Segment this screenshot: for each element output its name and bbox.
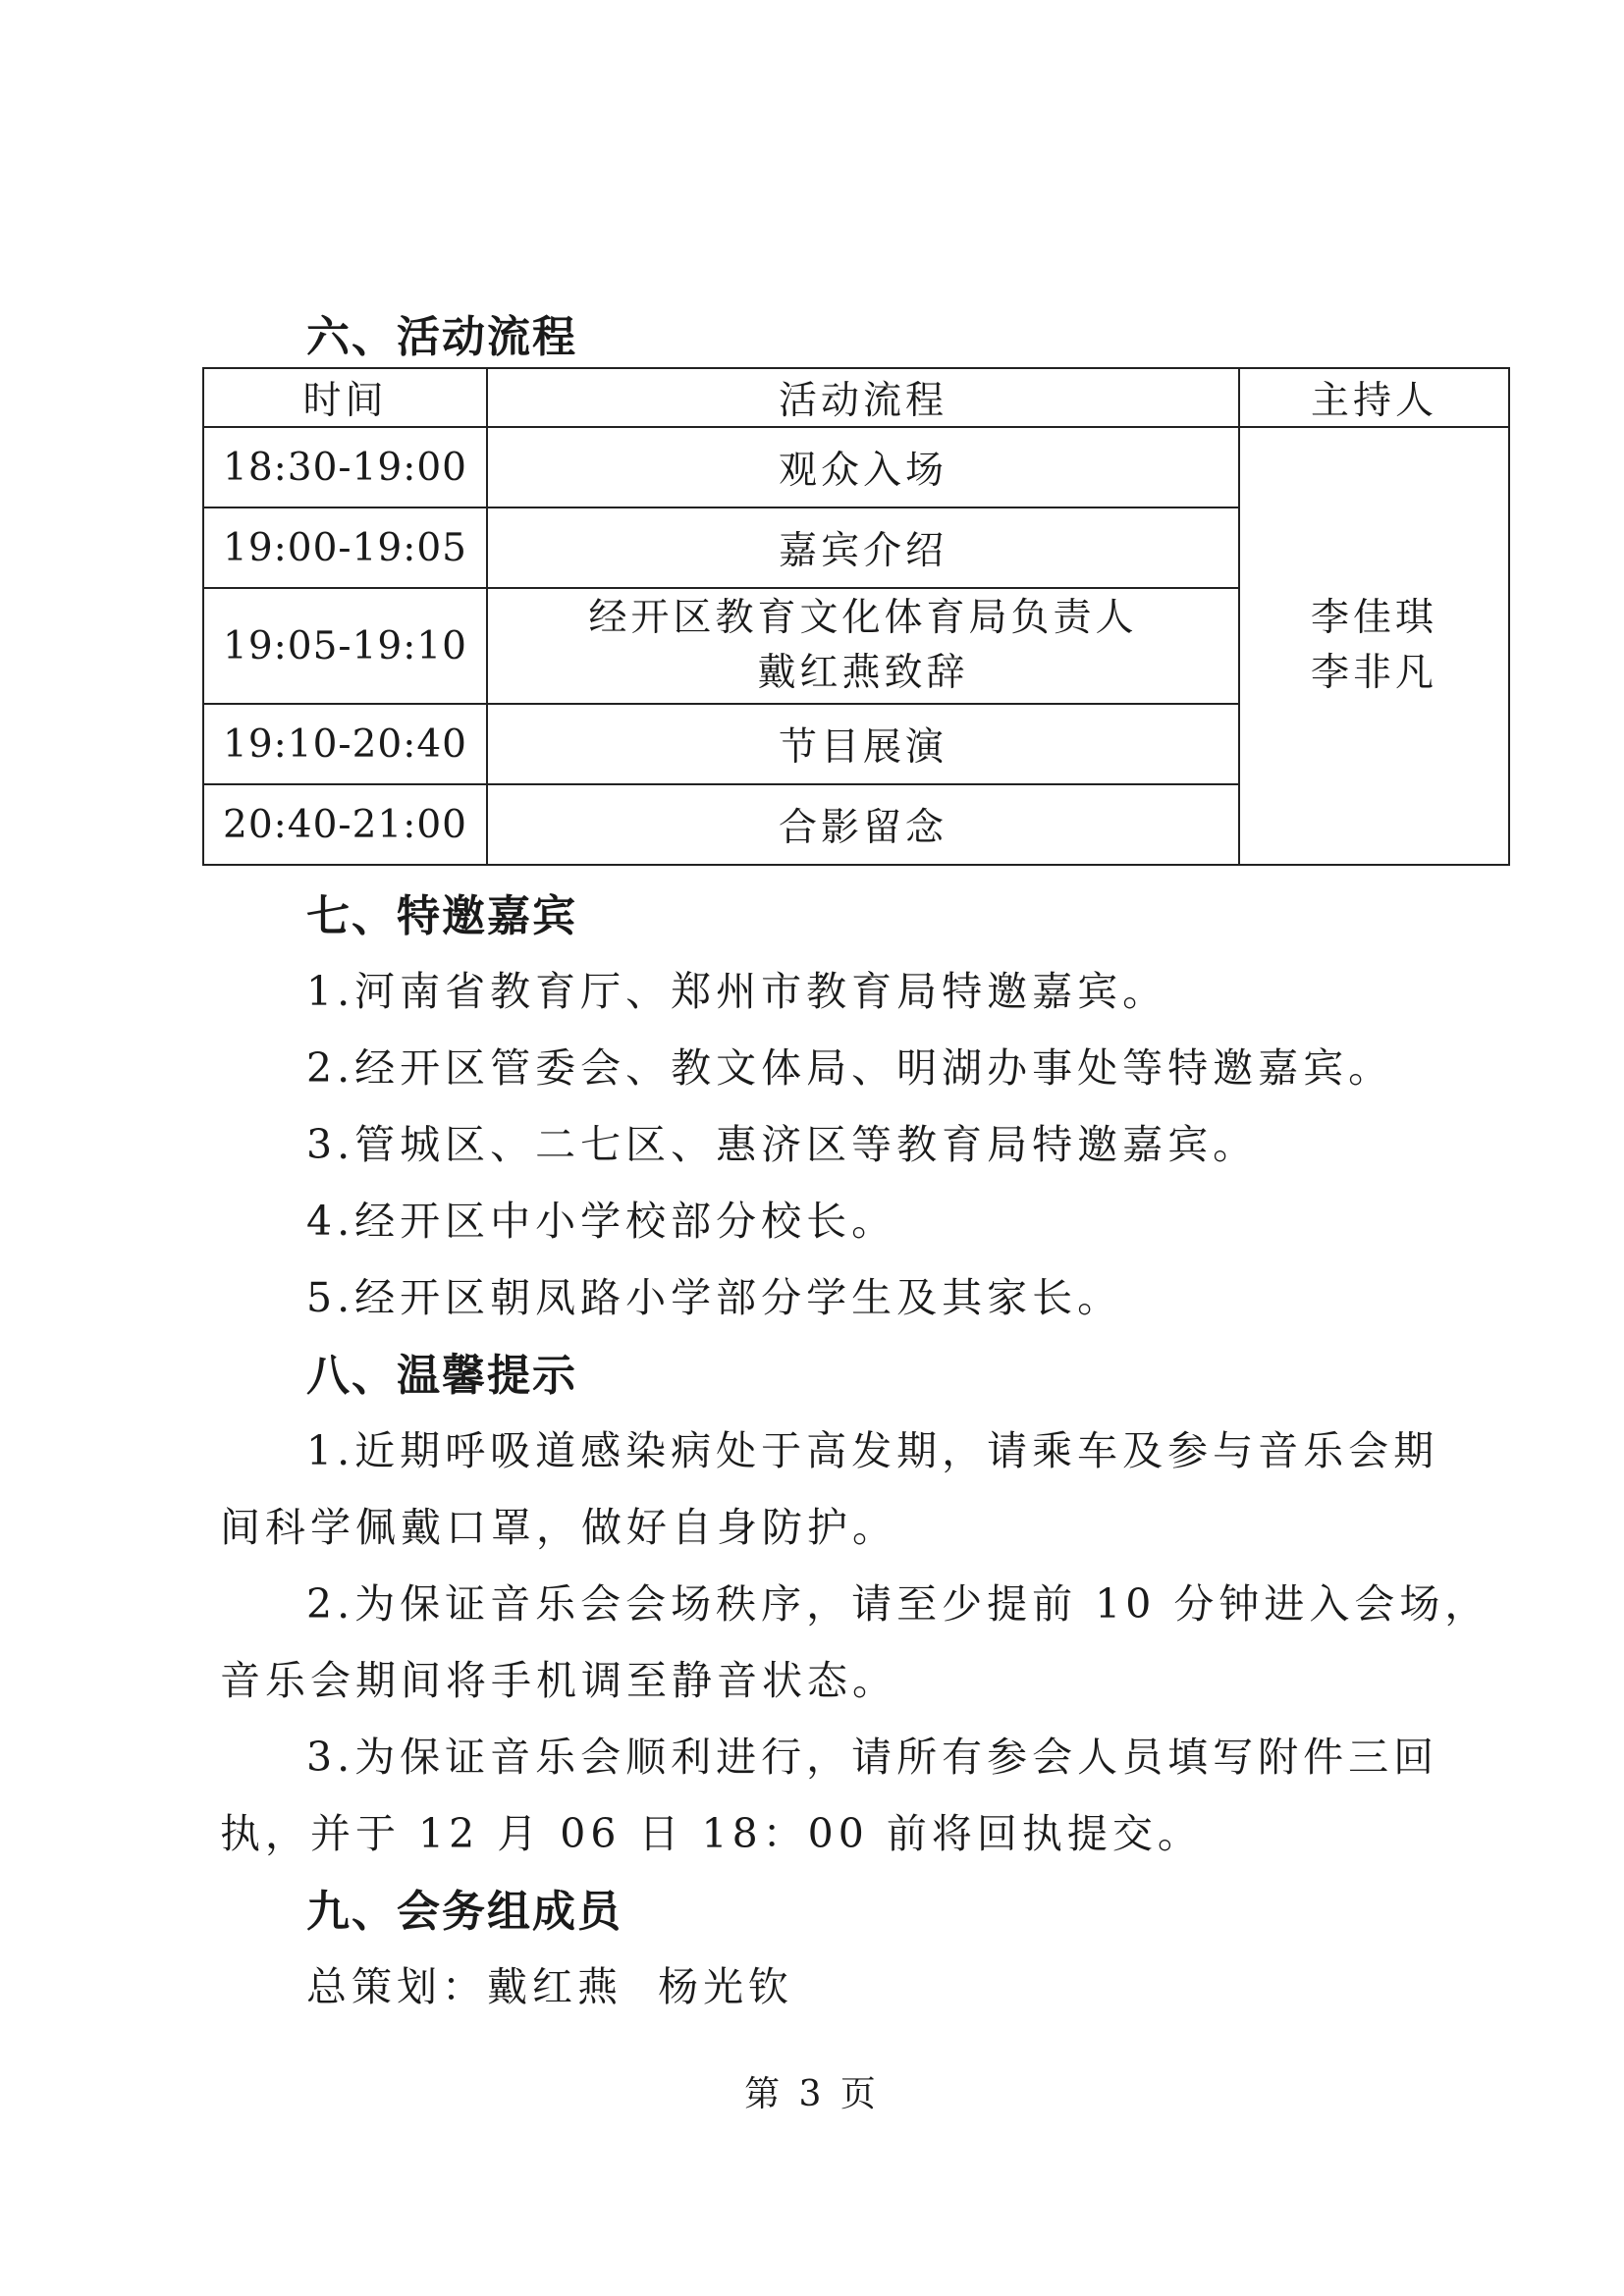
table-row (203, 427, 1509, 507)
host-name-2: 李非凡 (1310, 651, 1437, 695)
row-time: 18:30-19:00 (203, 427, 487, 507)
tip-1-line-1: 1.近期呼吸道感染病处于高发期，请乘车及参与音乐会期 (306, 1427, 1439, 1474)
table-header-row (203, 368, 1509, 427)
tip-2-line-2: 音乐会期间将手机调至静音状态。 (220, 1657, 897, 1704)
row-activity-line-2: 戴红燕致辞 (757, 651, 969, 695)
row-activity-line-1: 经开区教育文化体育局负责人 (588, 596, 1138, 640)
section-9-title: 九、会务组成员 (306, 1887, 623, 1937)
row-activity (487, 588, 1239, 704)
section-8-title: 八、温馨提示 (306, 1351, 577, 1401)
header-host: 主持人 (1239, 368, 1509, 427)
row-activity: 合影留念 (487, 784, 1239, 865)
tip-2-line-1: 2.为保证音乐会会场秩序，请至少提前 10 分钟进入会场， (306, 1580, 1490, 1628)
row-time: 19:05-19:10 (203, 588, 487, 704)
guest-item-3: 3.管城区、二七区、惠济区等教育局特邀嘉宾。 (306, 1121, 1259, 1168)
guest-item-5: 5.经开区朝凤路小学部分学生及其家长。 (306, 1274, 1123, 1321)
header-activity: 活动流程 (487, 368, 1239, 427)
guest-item-1: 1.河南省教育厅、郑州市教育局特邀嘉宾。 (306, 968, 1168, 1015)
host-name-1: 李佳琪 (1310, 596, 1437, 640)
staff-planner: 总策划：戴红燕 杨光钦 (306, 1963, 794, 2010)
section-6-title: 六、活动流程 (306, 312, 577, 362)
row-activity: 嘉宾介绍 (487, 507, 1239, 588)
tip-1-line-2: 间科学佩戴口罩，做好自身防护。 (220, 1504, 897, 1551)
row-time: 19:00-19:05 (203, 507, 487, 588)
page-number: 第 3 页 (744, 2074, 880, 2114)
tip-3-line-1: 3.为保证音乐会顺利进行，请所有参会人员填写附件三回 (306, 1734, 1439, 1781)
row-time: 20:40-21:00 (203, 784, 487, 865)
host-cell (1239, 427, 1509, 865)
header-time: 时间 (203, 368, 487, 427)
tip-3-line-2: 执，并于 12 月 06 日 18：00 前将回执提交。 (220, 1810, 1203, 1857)
guest-item-2: 2.经开区管委会、教文体局、明湖办事处等特邀嘉宾。 (306, 1044, 1394, 1092)
row-activity: 观众入场 (487, 427, 1239, 507)
section-7-title: 七、特邀嘉宾 (306, 891, 577, 941)
schedule-table (202, 367, 1510, 866)
guest-item-4: 4.经开区中小学校部分校长。 (306, 1198, 897, 1245)
row-activity: 节目展演 (487, 704, 1239, 784)
row-time: 19:10-20:40 (203, 704, 487, 784)
